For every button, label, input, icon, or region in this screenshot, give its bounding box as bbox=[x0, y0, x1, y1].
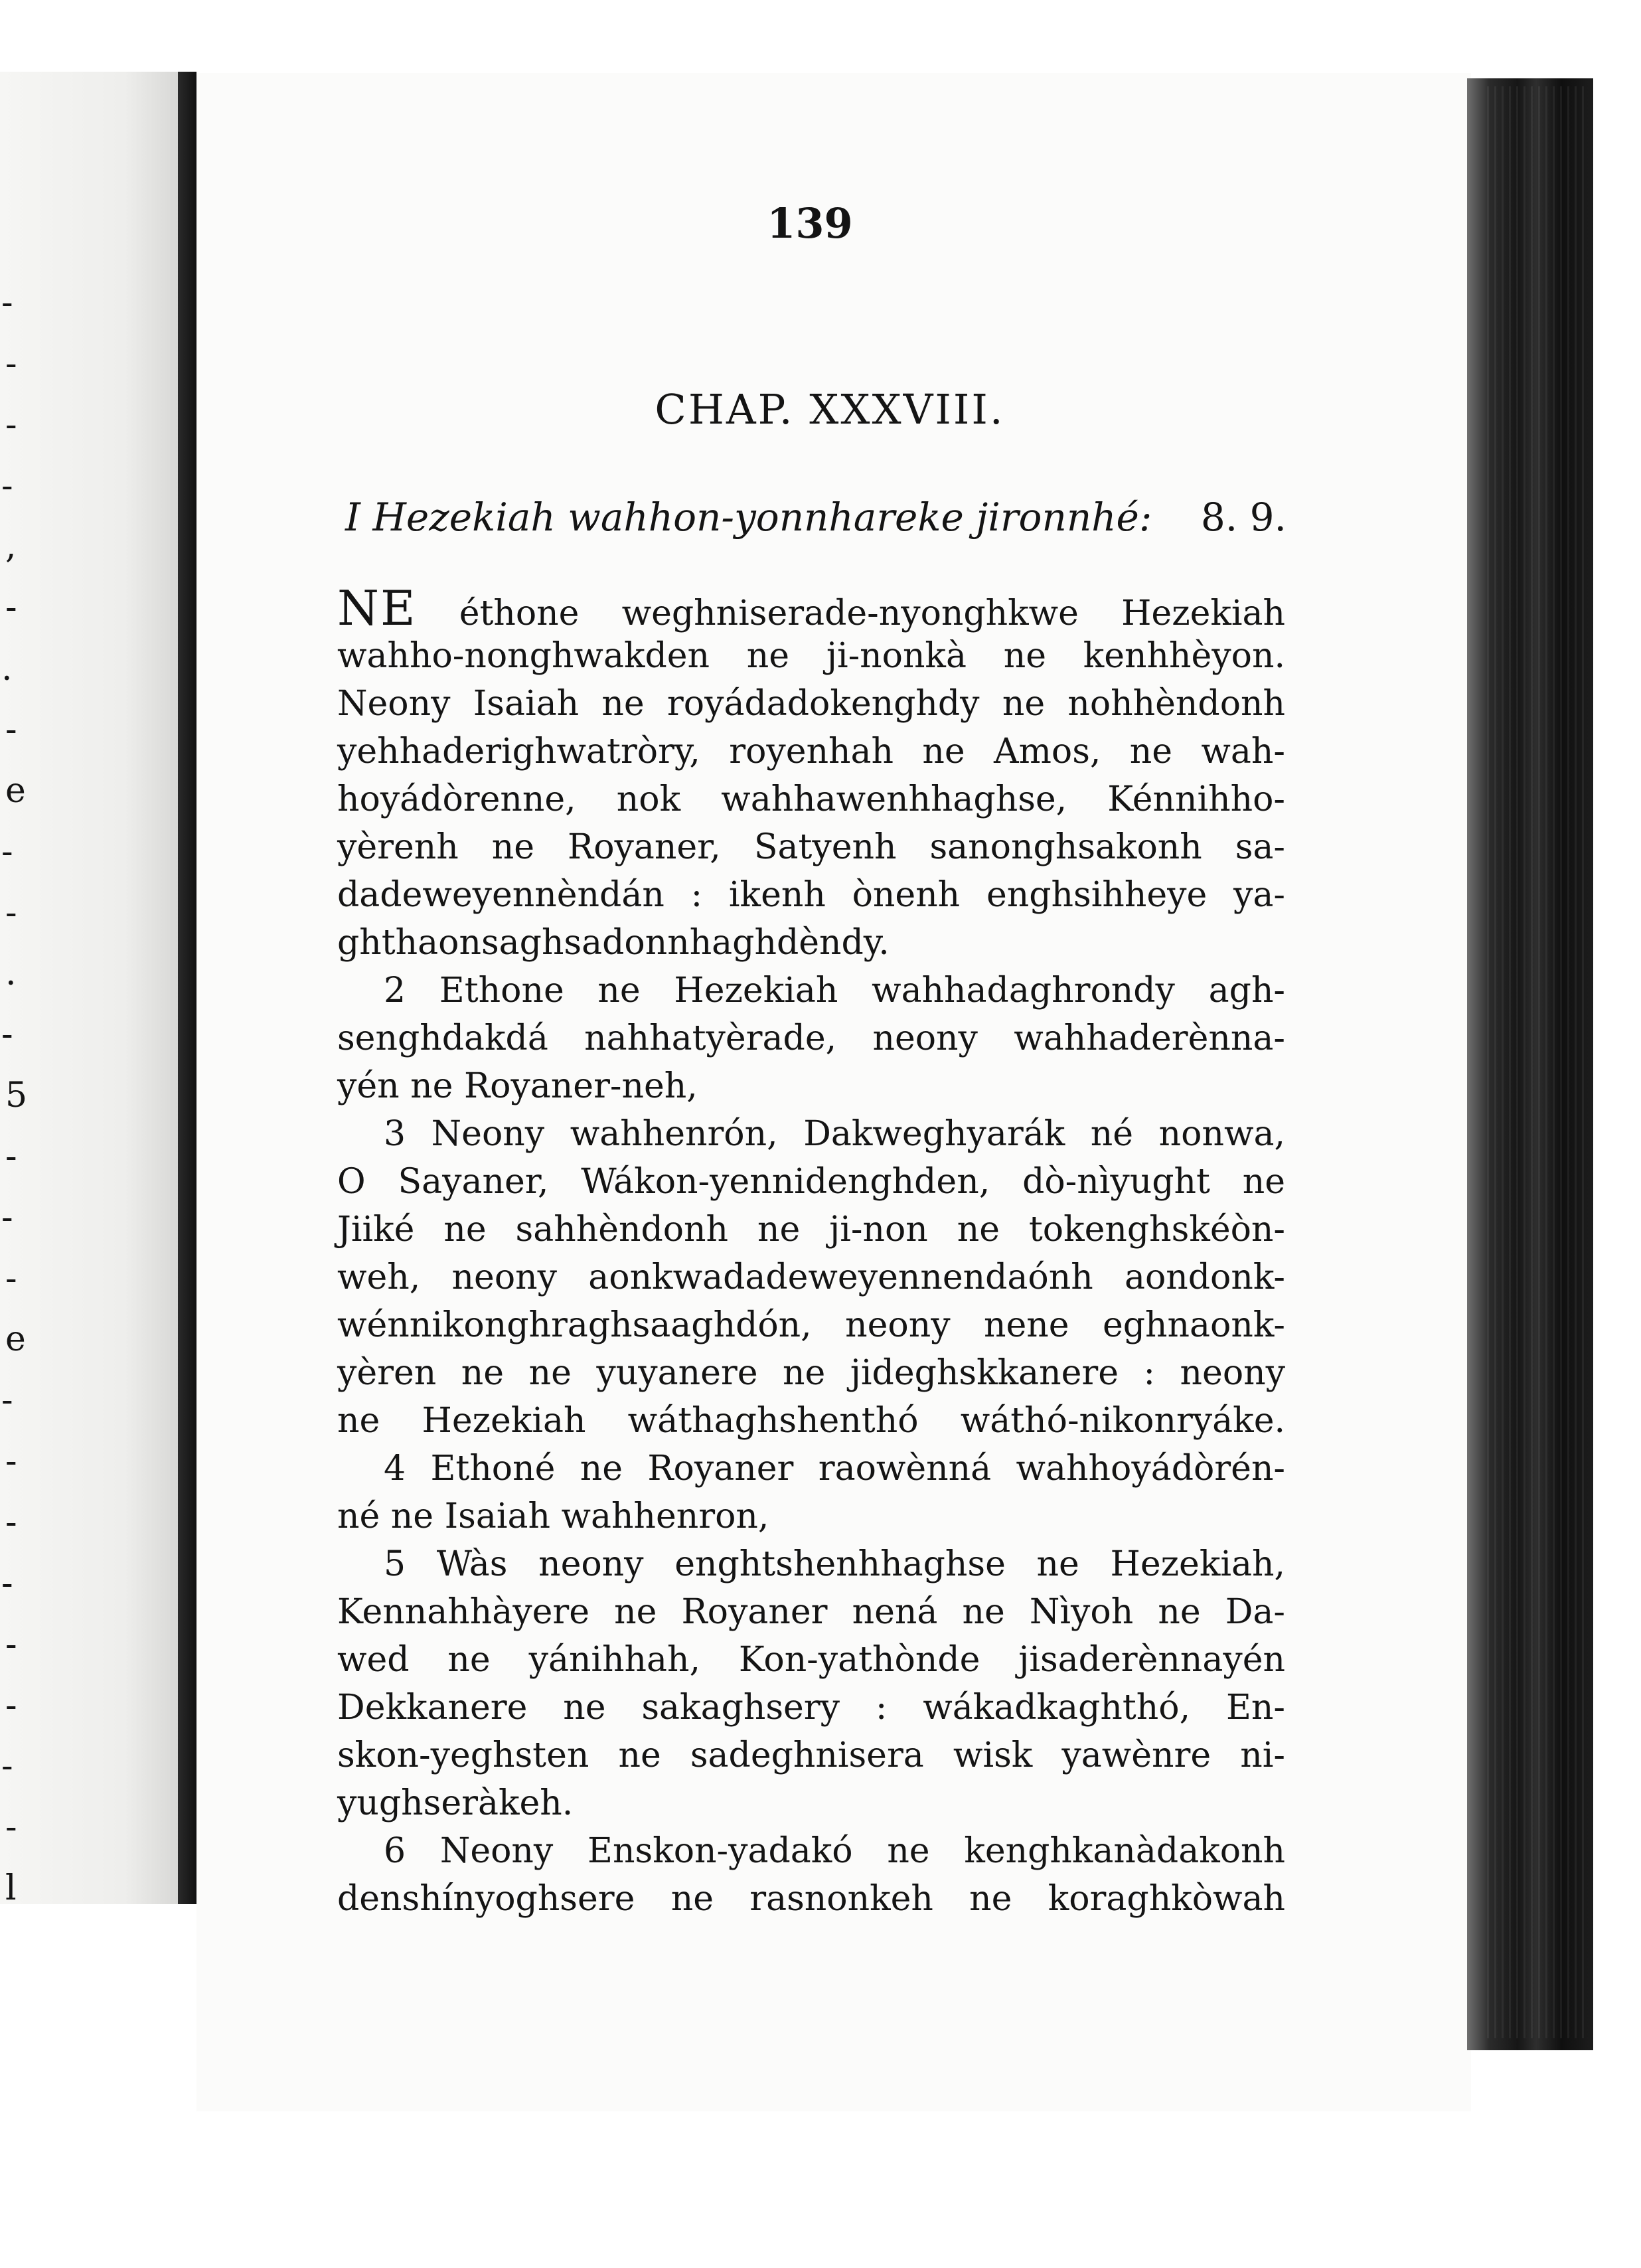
line-text: Neony Isaiah ne royádadokenghdy ne nohhèndonh bbox=[337, 684, 1285, 724]
line-text: Jiiké ne sahhèndonh ne ji-non ne tokenghskéòn- bbox=[337, 1210, 1285, 1250]
text-line bbox=[337, 728, 1285, 775]
line-text: né ne Isaiah wahhenron, bbox=[337, 1497, 769, 1536]
line-text: 4 Ethoné ne Royaner raowènná wahhoyádòrén- bbox=[384, 1449, 1285, 1489]
line-text: 3 Neony wahhenrón, Dakweghyarák né nonwa, bbox=[384, 1114, 1285, 1154]
line-text: éthone weghniserade-nyonghkwe Hezekiah bbox=[459, 594, 1285, 633]
margin-mark: - bbox=[5, 1441, 17, 1481]
text-line bbox=[337, 1301, 1285, 1349]
text-line bbox=[337, 1158, 1285, 1206]
margin-mark: - bbox=[1, 1746, 13, 1786]
margin-mark: - bbox=[1, 283, 13, 323]
margin-mark: - bbox=[1, 832, 13, 872]
line-text: senghdakdá nahhatyèrade, neony wahhaderènna- bbox=[337, 1018, 1285, 1058]
margin-mark: - bbox=[5, 893, 17, 933]
facing-page-fragment bbox=[0, 72, 178, 1908]
line-text: skon-yeghsten ne sadeghnisera wisk yawènre ni- bbox=[337, 1736, 1285, 1775]
text-line bbox=[337, 1254, 1285, 1301]
text-line bbox=[337, 775, 1285, 823]
page-edge-texture bbox=[1487, 86, 1587, 2038]
line-text: denshínyoghsere ne rasnonkeh ne koraghkòwah bbox=[337, 1879, 1285, 1919]
line-text: yehhaderighwatròry, royenhah ne Amos, ne wah- bbox=[337, 732, 1285, 771]
text-line bbox=[337, 1827, 1285, 1875]
line-text: Dekkanere ne sakaghsery : wákadkaghthó, En- bbox=[337, 1688, 1285, 1728]
text-line bbox=[337, 1875, 1285, 1923]
summary-verse-reference: 8. 9. bbox=[1200, 495, 1287, 540]
margin-mark: - bbox=[5, 405, 17, 445]
text-line bbox=[337, 1349, 1285, 1397]
margin-mark: - bbox=[1, 1014, 13, 1054]
text-line bbox=[337, 1445, 1285, 1493]
line-text: yén ne Royaner-neh, bbox=[337, 1066, 698, 1106]
line-text: hoyádòrenne, nok wahhawenhhaghse, Kénnihho- bbox=[337, 779, 1285, 819]
text-line bbox=[337, 1588, 1285, 1636]
line-text: yèren ne ne yuyanere ne jideghskkanere : neony bbox=[337, 1353, 1285, 1393]
margin-mark: e bbox=[5, 1319, 26, 1359]
first-paragraph-line bbox=[337, 580, 1285, 636]
chapter-heading: CHAP. XXXVIII. bbox=[655, 385, 1005, 434]
text-line bbox=[337, 1110, 1285, 1158]
text-line bbox=[337, 1684, 1285, 1732]
text-line bbox=[337, 680, 1285, 728]
margin-mark: , bbox=[5, 526, 17, 566]
margin-mark: 5 bbox=[5, 1076, 28, 1115]
text-line bbox=[337, 919, 1285, 967]
margin-mark: - bbox=[5, 1259, 17, 1299]
margin-mark: - bbox=[5, 588, 17, 627]
line-text: wed ne yánihhah, Kon-yathònde jisaderènnayén bbox=[337, 1640, 1285, 1680]
text-line bbox=[337, 1206, 1285, 1254]
line-text: 5 Wàs neony enghtshenhhaghse ne Hezekiah, bbox=[384, 1544, 1285, 1584]
line-text: yughseràkeh. bbox=[337, 1783, 574, 1823]
text-line bbox=[337, 823, 1285, 871]
opening-word: NE bbox=[337, 580, 417, 636]
margin-mark: - bbox=[1, 466, 13, 506]
chapter-summary bbox=[345, 495, 1287, 540]
text-line bbox=[337, 871, 1285, 919]
text-line bbox=[337, 967, 1285, 1014]
chapter-body-text bbox=[337, 580, 1285, 1923]
text-line bbox=[337, 1540, 1285, 1588]
text-line bbox=[337, 1779, 1285, 1827]
margin-mark: - bbox=[5, 710, 17, 750]
text-line bbox=[337, 1732, 1285, 1779]
line-text: ne Hezekiah wáthaghshenthó wáthó-nikonryáke. bbox=[337, 1401, 1285, 1441]
summary-text: I Hezekiah wahhon-yonnhareke jironnhé: bbox=[345, 495, 1152, 540]
margin-mark: - bbox=[1, 1198, 13, 1238]
gutter-shadow bbox=[178, 72, 196, 1904]
line-text: dadeweyennèndán : ikenh ònenh enghsihheye ya- bbox=[337, 875, 1285, 915]
margin-mark: - bbox=[5, 1807, 17, 1847]
margin-mark: - bbox=[5, 1686, 17, 1726]
margin-mark: . bbox=[1, 649, 13, 688]
text-line bbox=[337, 1493, 1285, 1540]
margin-mark: l bbox=[5, 1868, 17, 1908]
margin-mark: - bbox=[1, 1380, 13, 1420]
line-text: ghthaonsaghsadonnhaghdèndy. bbox=[337, 923, 890, 963]
text-line bbox=[337, 632, 1285, 680]
line-text: wénnikonghraghsaaghdón, neony nene eghnaonk- bbox=[337, 1305, 1285, 1345]
margin-mark: e bbox=[5, 771, 26, 811]
line-text: weh, neony aonkwadadeweyennendaónh aondonk- bbox=[337, 1257, 1285, 1297]
margin-mark: . bbox=[5, 953, 17, 993]
line-text: 6 Neony Enskon-yadakó ne kenghkanàdakonh bbox=[384, 1831, 1285, 1871]
margin-mark: - bbox=[5, 1502, 17, 1542]
text-line bbox=[337, 1062, 1285, 1110]
line-text: O Sayaner, Wákon-yennidenghden, dò-nìyught ne bbox=[337, 1162, 1285, 1202]
text-line bbox=[337, 1014, 1285, 1062]
text-line bbox=[337, 1397, 1285, 1445]
margin-mark: - bbox=[1, 1564, 13, 1603]
text-line bbox=[337, 1636, 1285, 1684]
line-text: 2 Ethone ne Hezekiah wahhadaghrondy agh- bbox=[384, 971, 1285, 1011]
line-text: wahho-nonghwakden ne ji-nonkà ne kenhhèyon. bbox=[337, 636, 1285, 676]
line-text: yèrenh ne Royaner, Satyenh sanonghsakonh sa- bbox=[337, 827, 1285, 867]
margin-mark: - bbox=[5, 1625, 17, 1664]
margin-mark: - bbox=[5, 1137, 17, 1176]
line-text: Kennahhàyere ne Royaner nená ne Nìyoh ne Da- bbox=[337, 1592, 1285, 1632]
page-number: 139 bbox=[767, 199, 853, 248]
margin-mark: - bbox=[5, 344, 17, 384]
